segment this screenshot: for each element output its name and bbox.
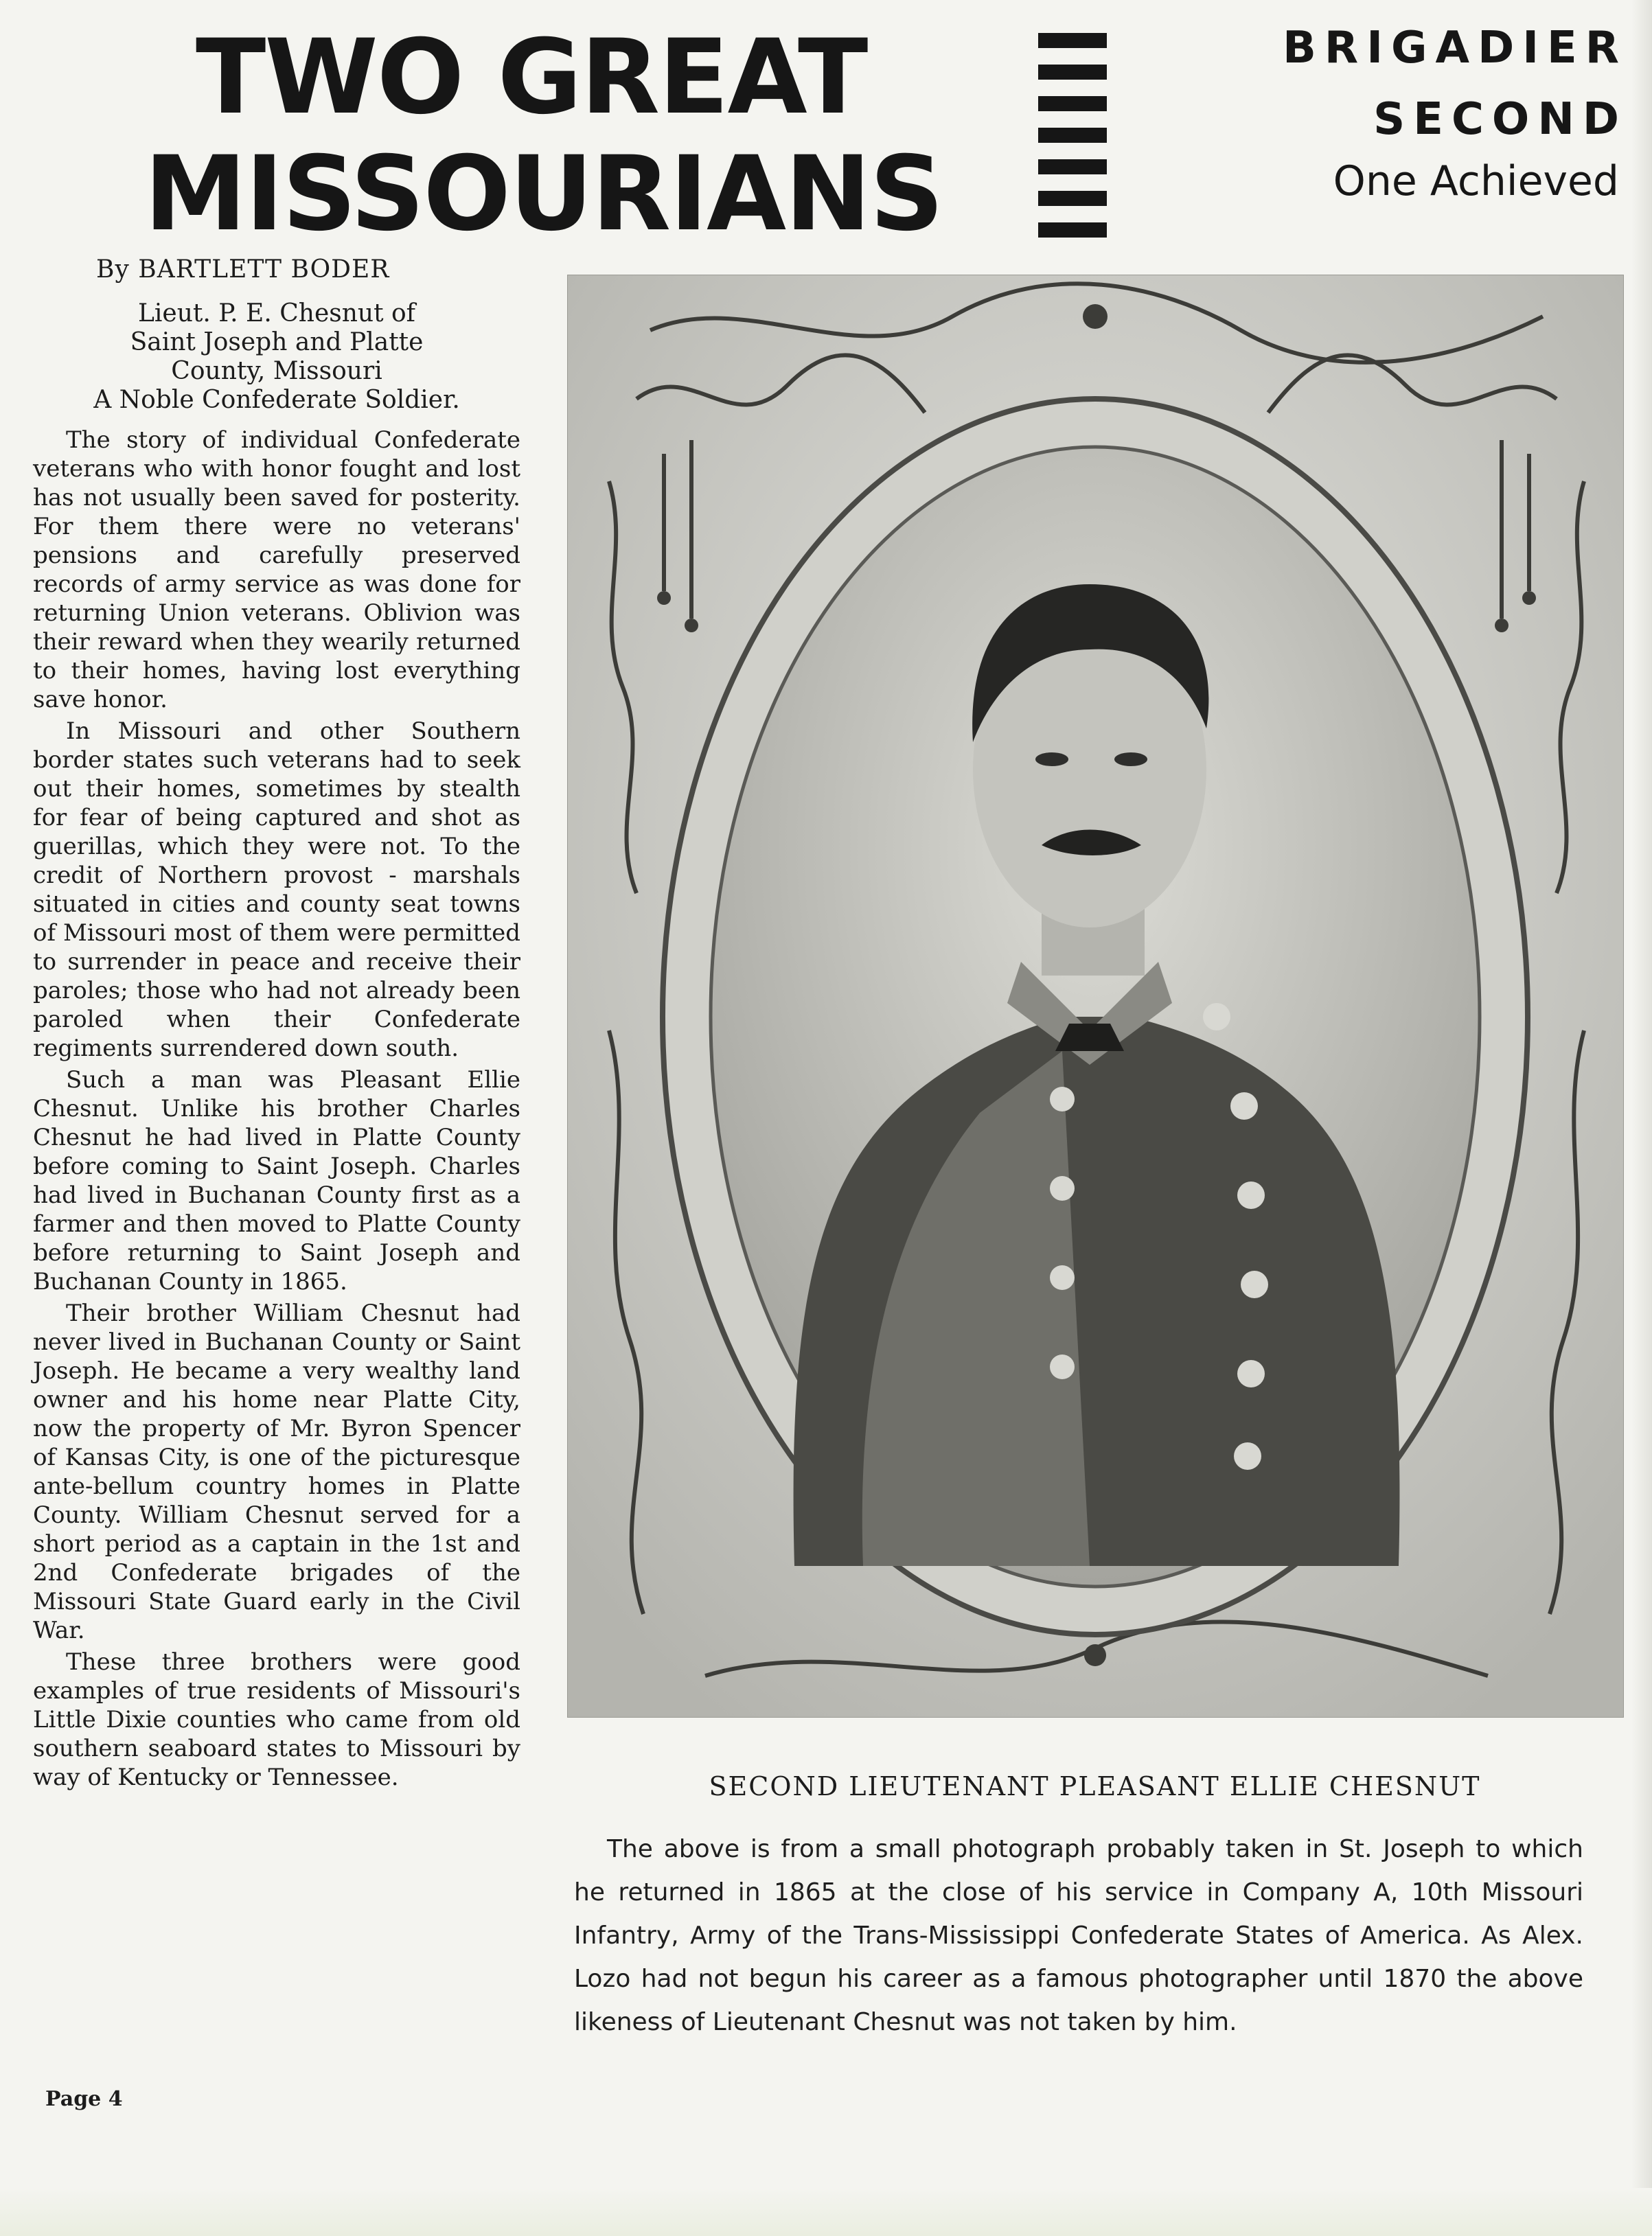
subhead-line: Saint Joseph and Platte bbox=[130, 328, 424, 356]
article-paragraph: In Missouri and other Southern border states such veterans had to seek out their homes, sometimes by stealth for fear of being captured and shot as guerillas, which they were not. To the credit of Northern provost - marshals situated in cities and county seat towns of Missouri most of them were permitted to surrender in peace and receive their paroles; those who had not already been paroled when their Confederate regiments surrendered down south. bbox=[33, 717, 520, 1062]
bar-divider bbox=[1038, 33, 1107, 48]
article-subhead bbox=[33, 299, 520, 415]
photo-caption-title: SECOND LIEUTENANT PLEASANT ELLIE CHESNUT bbox=[709, 1771, 1481, 1801]
article-paragraph: These three brothers were good examples of true residents of Missouri's Little Dixie counties who came from old southern seaboard states to Missouri by way of Kentucky or Tennessee. bbox=[33, 1648, 520, 1791]
photo-caption-body: The above is from a small photograph probably taken in St. Joseph to which he returned in 1865 at the close of his service in Company A, 10th Missouri Infantry, Army of the Trans-Mississippi Confederate States of America. As Alex. Lozo had not begun his career as a famous photographer until 1870 the above likeness of Lieutenant Chesnut was not taken by him. bbox=[574, 1835, 1583, 2036]
scan-bottom-band bbox=[0, 2188, 1652, 2236]
heading-one-achieved: One Achieved bbox=[1333, 157, 1619, 205]
portrait-photo bbox=[567, 275, 1624, 1718]
bar-divider bbox=[1038, 191, 1107, 206]
bar-divider bbox=[1038, 96, 1107, 111]
subhead-line: County, Missouri bbox=[171, 357, 382, 385]
article-paragraph: Such a man was Pleasant Ellie Chesnut. Unlike his brother Charles Chesnut he had lived in Platte County before coming to Saint Joseph. Charles had lived in Buchanan County first as a farmer and then moved to Platte County before returning to Saint Joseph and Buchanan County in 1865. bbox=[33, 1066, 520, 1295]
portrait-illustration bbox=[568, 275, 1623, 1717]
bar-divider bbox=[1038, 159, 1107, 174]
headline-line-1: TWO GREAT bbox=[196, 18, 867, 137]
decorative-bars bbox=[1038, 33, 1107, 239]
article-paragraph: The story of individual Confederate veterans who with honor fought and lost has not usually been saved for posterity. For them there were no veterans' pensions and carefully preserved records of army service as was done for returning Union veterans. Oblivion was their reward when they wearily returned to their homes, having lost everything save honor. bbox=[33, 426, 520, 713]
bar-divider bbox=[1038, 65, 1107, 80]
bar-divider bbox=[1038, 222, 1107, 238]
heading-brigadier: BRIGADIER bbox=[1283, 23, 1627, 73]
page-edge-shadow bbox=[1631, 0, 1652, 2236]
right-heading bbox=[1207, 21, 1627, 209]
byline: By BARTLETT BODER bbox=[96, 255, 390, 284]
bar-divider bbox=[1038, 128, 1107, 143]
heading-second: SECOND bbox=[1373, 94, 1627, 145]
headline-line-2: MISSOURIANS bbox=[144, 135, 943, 254]
headline bbox=[144, 18, 943, 254]
subhead-line: Lieut. P. E. Chesnut of bbox=[137, 299, 416, 327]
page-number: Page 4 bbox=[45, 2087, 123, 2111]
subhead-line: A Noble Confederate Soldier. bbox=[93, 386, 460, 414]
article-paragraph: Their brother William Chesnut had never lived in Buchanan County or Saint Joseph. He became a very wealthy land owner and his home near Platte City, now the property of Mr. Byron Spencer of Kansas City, is one of the picturesque ante-bellum country homes in Platte County. William Chesnut served for a short period as a captain in the 1st and 2nd Confederate brigades of the Missouri State Guard early in the Civil War. bbox=[33, 1300, 520, 1644]
article-column bbox=[33, 255, 520, 1795]
